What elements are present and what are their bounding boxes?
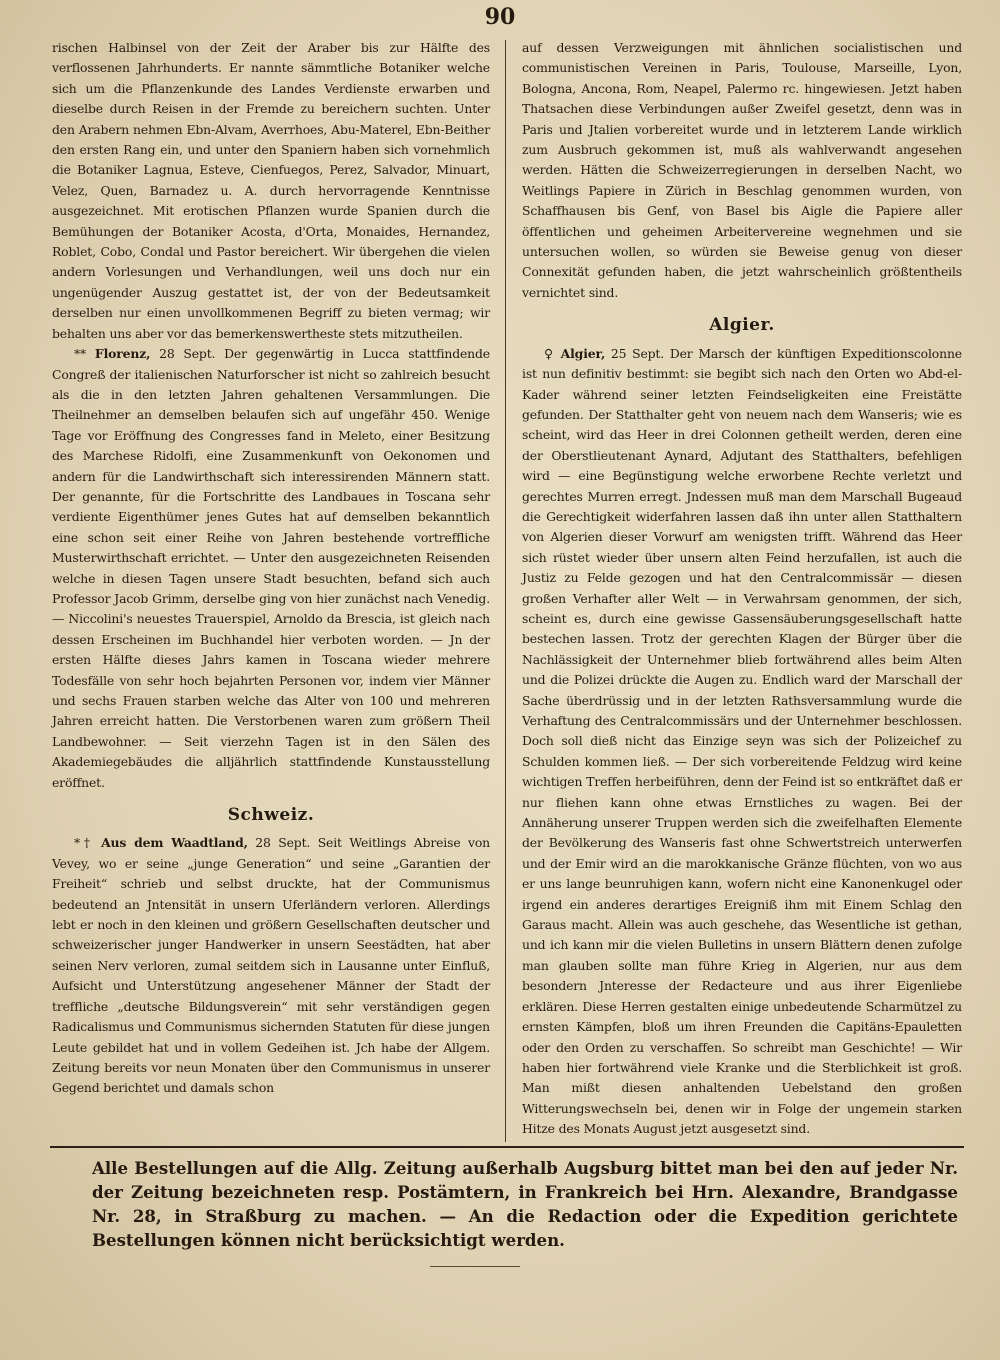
page-number: 90 (484, 4, 516, 30)
column-divider (505, 40, 506, 1142)
notice-divider (50, 1146, 964, 1148)
florenz-article (52, 344, 490, 793)
florenz-mark: ** (74, 346, 87, 362)
schweiz-continuation: auf dessen Verzweigungen mit ähnlichen socialistischen und communistischen Vereinen in Paris, Toulouse, Marseille, Lyon, Bologna, Ancona, Rom, Neapel, Palermo rc. hingewiesen. Jetzt haben Thatsachen diese Verbindungen außer Zweifel gesetzt, denn was in Paris und Jtalien vorbereitet wurde und in letzterem Lande wirklich zum Ausbruch gekommen ist, muß als wahlverwandt angesehen werden. Hätten die Schweizerregierungen in derselben Nacht, wo Weitlings Papiere in Zürich in Beschlag genommen wurden, von Schaffhausen bis Genf, von Basel bis Aigle die Papiere aller öffentlichen und geheimen Arbeitervereine wegnehmen und sie untersuchen wollen, so würden sie Beweise genug von dieser Connexität gefunden haben, die jetzt wahrscheinlich größtentheils vernichtet sind. (522, 40, 962, 300)
waadtland-date: 28 Sept. (255, 835, 311, 851)
schweiz-heading: Schweiz. (227, 805, 315, 826)
waadtland-article (52, 833, 490, 1098)
florenz-place: Florenz, (94, 346, 151, 362)
algier-article (522, 344, 962, 1140)
left-column (52, 38, 490, 1099)
subscription-notice: Alle Bestellungen auf die Allg. Zeitung außerhalb Augsburg bittet man bei den auf jeder Nr. der Zeitung bezeichneten resp. Postämtern, in Frankreich bei Hrn. Alexandre, Brandgasse Nr. 28, in Straßburg zu machen. — An die Redaction oder die Expedition gerichtete Bestellungen können nicht berücksichtigt werden. (92, 1158, 958, 1250)
algier-date: 25 Sept. (610, 345, 665, 361)
algier-mark: ♀ (544, 345, 555, 361)
waadtland-text: Seit Weitlings Abreise von Vevey, wo er seine „junge Generation“ und seine „Garantien der Freiheit“ schrieb und selbst druckte, hat der Communismus bedeutend an Jntensität in unsern Uferländern verloren. Allerdings lebt er noch in den kleinen und größern Gesellschaften deutscher und schweizerischer junger Handwerker in unsern Seestädten, hat aber seinen Nerv verloren, zumal seitdem sich in Lausanne unter Einfluß, Aufsicht und Unterstützung angesehener Männer der Stadt der treffliche „deutsche Bildungsverein“ mit sehr verständigen gegen Radicalismus und Communismus sichernden Statuten für diese jungen Leute gebildet hat und in vollem Gedeihen ist. Jch habe der Allgem. Zeitung bereits vor neun Monaten über den Communismus in unserer Gegend berichtet und damals schon (52, 835, 491, 1096)
waadtland-place: Aus dem Waadtland, (101, 835, 248, 851)
florenz-date: 28 Sept. (159, 346, 216, 362)
closing-rule (430, 1266, 520, 1267)
waadtland-mark: *† (74, 835, 94, 851)
algier-place: Algier, (560, 345, 606, 361)
article-continuation: rischen Halbinsel von der Zeit der Araber bis zur Hälfte des verflossenen Jahrhunderts. Er nannte sämmtliche Botaniker welche sich um die Pflanzenkunde des Landes Verdienste erwarben und dieselbe durch Reisen in der Fremde zu bereichern suchten. Unter den Arabern nehmen Ebn-Alvam, Averrhoes, Abu-Materel, Ebn-Beither den ersten Rang ein, und unter den Spaniern haben sich vornehmlich die Botaniker Lagnua, Esteve, Cienfuegos, Perez, Salvador, Minuart, Velez, Quen, Barnadez u. A. durch hervorragende Kenntnisse ausgezeichnet. Mit erotischen Pflanzen wurde Spanien durch die Bemühungen der Botaniker Acosta, d'Orta, Monaides, Hernandez, Roblet, Cobo, Condal und Pastor bereichert. Wir übergehen die vielen andern Vorlesungen und Verhandlungen, weil uns doch nur ein ungenügender Auszug gestattet ist, der von der Bedeutsamkeit derselben nur einen unvollkommenen Begriff zu bieten vermag; wir behalten uns aber vor das bemerkenswertheste stets mitzutheilen. (52, 40, 490, 341)
algier-text: Der Marsch der künftigen Expeditionscolonne ist nun definitiv bestimmt: sie begibt sich nach den Orten wo Abd-el-Kader während seiner letzten Feindseligkeiten eine Freistätte gefunden. Der Statthalter geht von neuem nach dem Wanseris; wie es scheint, wird das Heer in drei Colonnen getheilt werden, deren eine der Oberstlieutenant Aynard, Adjutant des Statthalters, befehligen wird — eine Begünstigung welche erworbene Rechte verletzt und gerechtes Murren erregt. Jndessen muß man dem Marschall Bugeaud die Gerechtigkeit widerfahren lassen daß ihn unter allen Statthaltern von Algerien dieser Vorwurf am wenigsten trifft. Während das Heer sich rüstet wieder über unsern alten Feind herzufallen, ist auch die Justiz zu Felde gezogen und hat den Centralcommissär — diesen großen Verhafter aller Welt — in Verwahrsam genommen, der sich, scheint es, durch eine gewisse Gassensäuberungsgesellschaft hatte bestechen lassen. Trotz der gerechten Klagen der Bürger über die Nachlässigkeit der Unternehmer blieb fortwährend alles beim Alten und die Polizei drückte die Augen zu. Endlich ward der Marschall der Sache überdrüssig und in der letzten Rathsversammlung wurde die Verhaftung des Centralcommissärs und der Unternehmer beschlossen. Doch soll dieß nicht das Einzige seyn was sich der Polizeichef zu Schulden kommen ließ. — Der sich vorbereitende Feldzug wird keine wichtigen Treffen herbeiführen, denn der Feind ist so entkräftet daß er nur fliehen kann ohne etwas Ernstliches zu wagen. Bei der Annäherung unserer Truppen werden sich die zweifelhaften Elemente der Bevölkerung des Wanseris fast ohne Schwertstreich unterwerfen und der Emir wird an die marokkanische Gränze flüchten, von wo aus er uns lange beunruhigen kann, wofern nicht eine Kanonenkugel oder irgend ein anderes derartiges Ereigniß ihm mit Einem Schlag den Garaus macht. Allein was auch geschehe, das Wesentliche ist gethan, und ich kann mir die vielen Bulletins in unsern Blättern denen zufolge man glauben sollte man führe Krieg in Algerien, nur aus dem besondern Jnteresse der Redacteure und aus ihrer Eigenliebe erklären. Diese Herren gestalten einige unbedeutende Scharmützel zu ernsten Kämpfen, bloß um ihren Freunden die Capitäns-Epauletten oder den Orden zu verschaffen. So schreibt man Geschichte! — Wir haben hier fortwährend viele Kranke und die Sterblichkeit ist groß. Man mißt diesen anhaltenden Uebelstand den großen Witterungswechseln bei, denen wir in Folge der ungemein starken Hitze des Monats August jetzt ausgesetzt sind. (522, 345, 962, 1137)
algier-heading: Algier. (709, 315, 775, 336)
florenz-text: Der gegenwärtig in Lucca stattfindende Congreß der italienischen Naturforscher ist nicht so zahlreich besucht als die in den letzten Jahren gehaltenen Versammlungen. Die Theilnehmer an demselben belaufen sich auf ungefähr 450. Wenige Tage vor Eröffnung des Congresses fand in Meleto, einer Besitzung des Marchese Ridolfi, eine Zusammenkunft von Oekonomen und andern für die Landwirthschaft sich interessirenden Männern statt. Der genannte, für die Fortschritte des Landbaues in Toscana sehr verdiente Eigenthümer jenes Gutes hat auf demselben bekanntlich eine schon seit einer Reihe von Jahren bestehende vortreffliche Musterwirthschaft errichtet. — Unter den ausgezeichneten Reisenden welche in diesen Tagen unsere Stadt besuchten, befand sich auch Professor Jacob Grimm, derselbe ging von hier zunächst nach Venedig. — Niccolini's neuestes Trauerspiel, Arnoldo da Brescia, ist gleich nach dessen Erscheinen im Buchhandel hier verboten worden. — Jn der ersten Hälfte dieses Jahrs kamen in Toscana wieder mehrere Todesfälle von sehr hoch bejahrten Personen vor, indem vier Männer und sechs Frauen starben welche das Alter von 100 und mehreren Jahren erreicht hatten. Die Verstorbenen waren zum größern Theil Landbewohner. — Seit vierzehn Tagen ist in den Sälen des Akademiegebäudes die alljährlich stattfindende Kunstausstellung eröffnet. (52, 346, 490, 790)
right-column (522, 38, 962, 1140)
